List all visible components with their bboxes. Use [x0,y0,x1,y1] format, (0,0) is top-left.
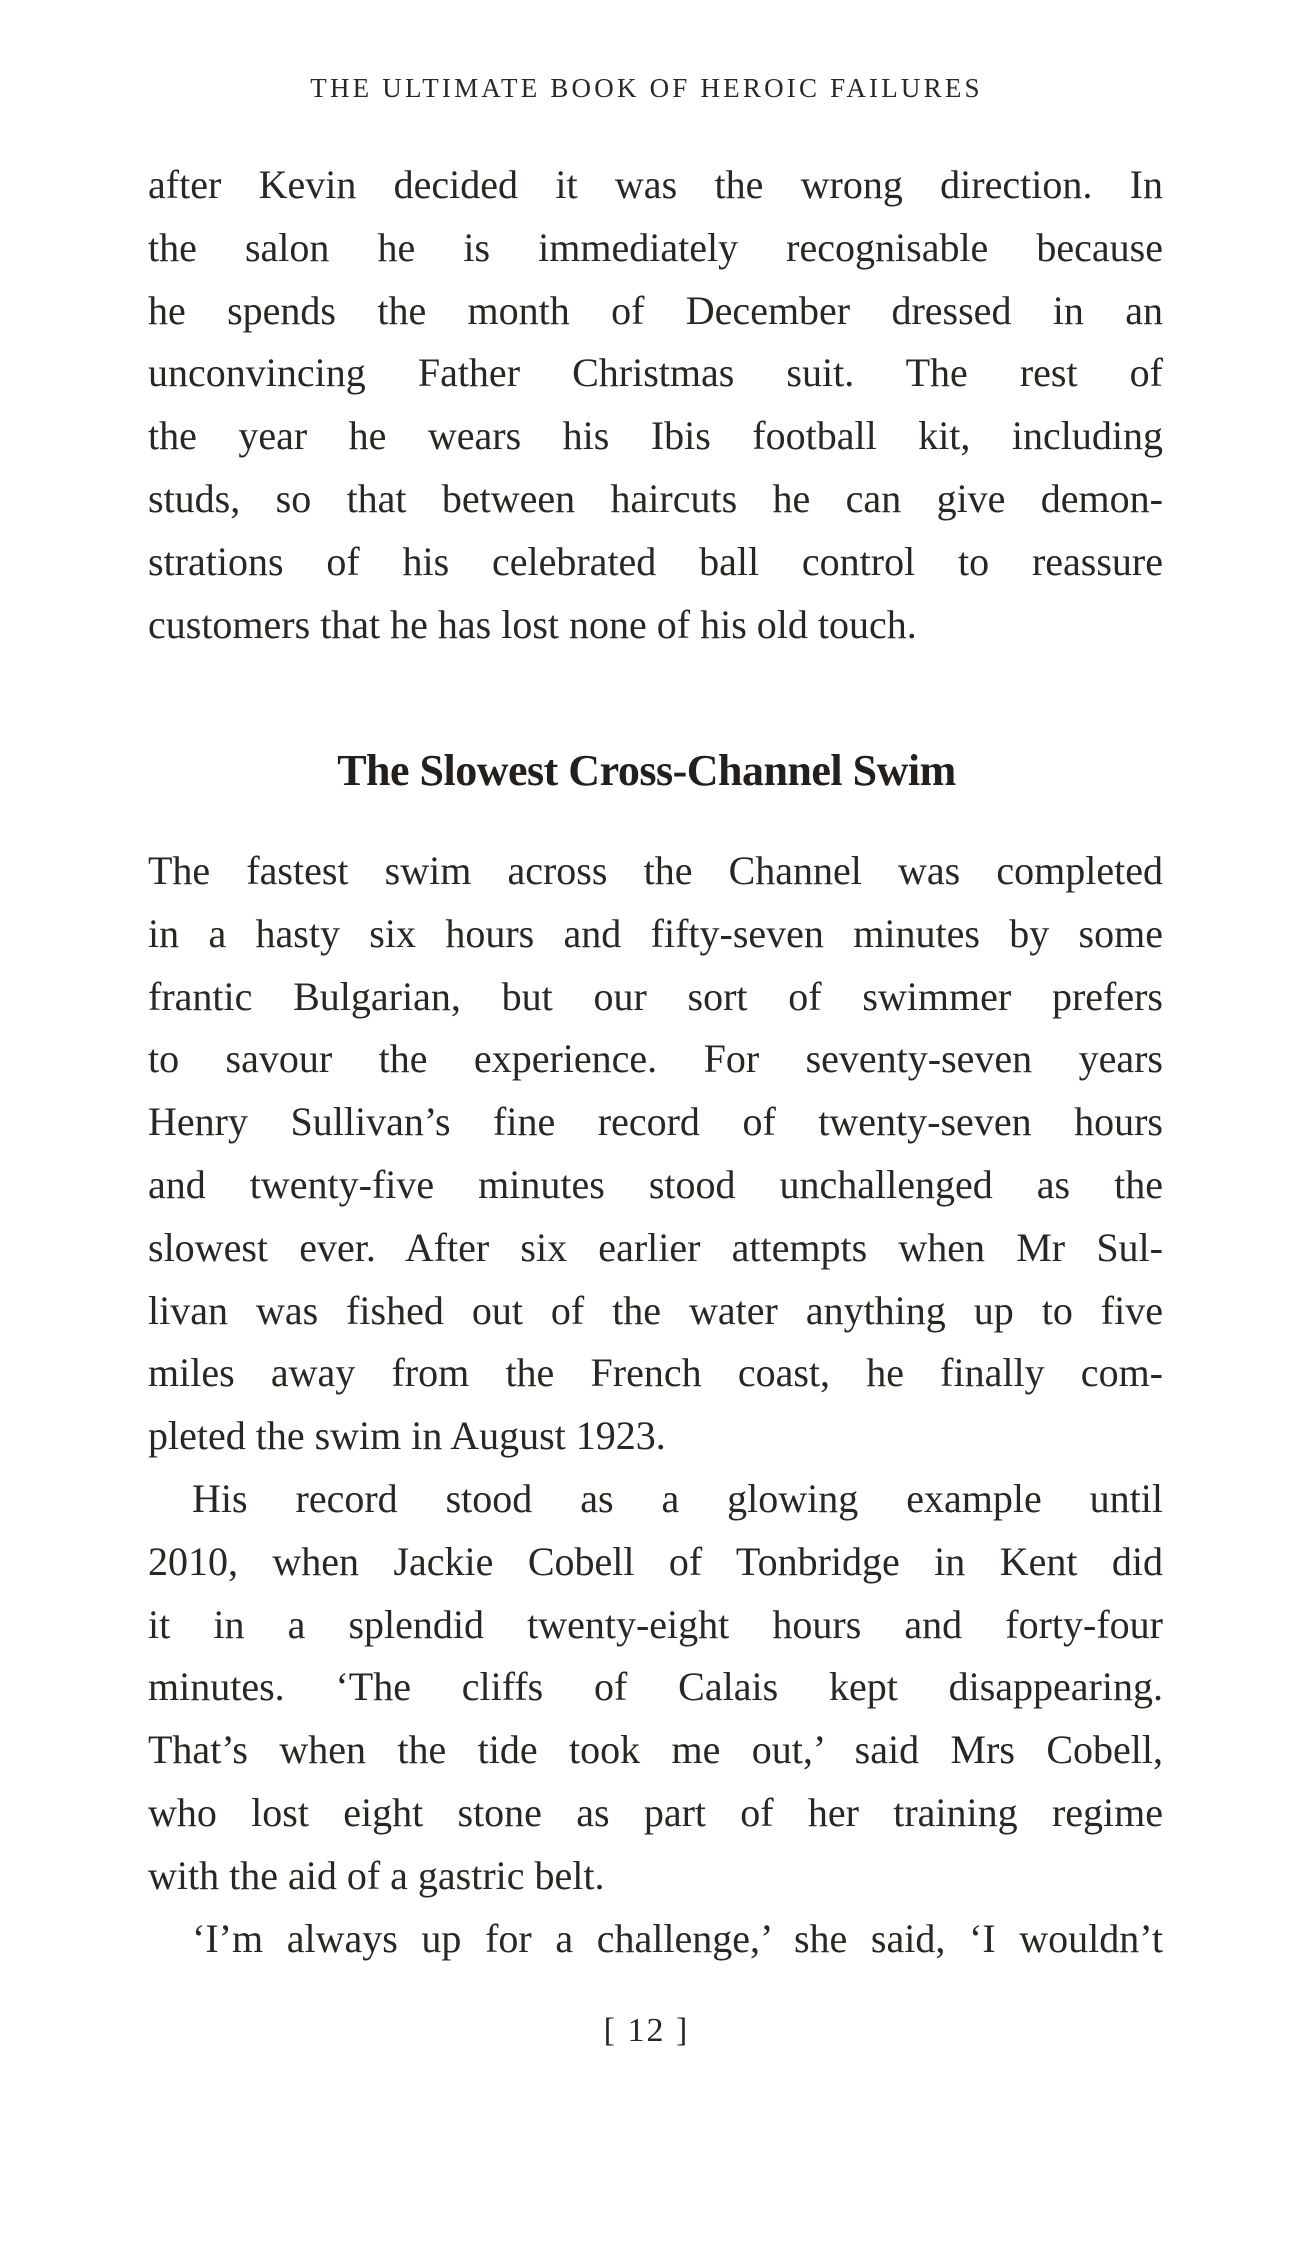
text-line: Henry Sullivan’s fine record of twenty-seven hours [148,1099,1163,1145]
text-line: he spends the month of December dressed in an [148,287,1163,333]
text-line: customers that he has lost none of his old touch. [148,601,917,647]
section-body [148,840,1163,1970]
text-line: studs, so that between haircuts he can give demon- [148,475,1163,521]
page-number: [ 12 ] [603,2012,690,2049]
text-line: ‘I’m always up for a challenge,’ she said, ‘I wouldn’t [192,1915,1163,1961]
text-line: strations of his celebrated ball control to reassure [148,538,1163,584]
text-line: unconvincing Father Christmas suit. The rest of [148,350,1163,396]
text-line: the salon he is immediately recognisable because [148,224,1163,270]
text-line: slowest ever. After six earlier attempts when Mr Sul- [148,1224,1163,1270]
text-line: to savour the experience. For seventy-seven years [148,1036,1163,1082]
text-line: minutes. ‘The cliffs of Calais kept disappearing. [148,1664,1163,1710]
text-line: frantic Bulgarian, but our sort of swimmer prefers [148,973,1163,1019]
text-line: after Kevin decided it was the wrong direction. In [148,162,1163,207]
text-line: and twenty-five minutes stood unchallenged as the [148,1161,1163,1207]
text-line: the year he wears his Ibis football kit, including [148,413,1163,459]
intro-paragraph [148,154,1163,656]
text-line: in a hasty six hours and fifty-seven minutes by some [148,910,1163,956]
text-line: miles away from the French coast, he finally com- [148,1350,1163,1396]
text-line: with the aid of a gastric belt. [148,1852,605,1898]
text-line: who lost eight stone as part of her training regime [148,1789,1163,1835]
text-line: That’s when the tide took me out,’ said Mrs Cobell, [148,1727,1163,1773]
running-head: THE ULTIMATE BOOK OF HEROIC FAILURES [310,73,983,103]
text-line: pleted the swim in August 1923. [148,1413,666,1459]
text-line: livan was fished out of the water anything up to five [148,1287,1163,1333]
text-line: 2010, when Jackie Cobell of Tonbridge in Kent did [148,1538,1163,1584]
text-line: His record stood as a glowing example until [192,1475,1163,1521]
text-line: The fastest swim across the Channel was completed [148,848,1163,893]
section-heading: The Slowest Cross-Channel Swim [337,746,956,795]
text-line: it in a splendid twenty-eight hours and forty-four [148,1601,1163,1647]
